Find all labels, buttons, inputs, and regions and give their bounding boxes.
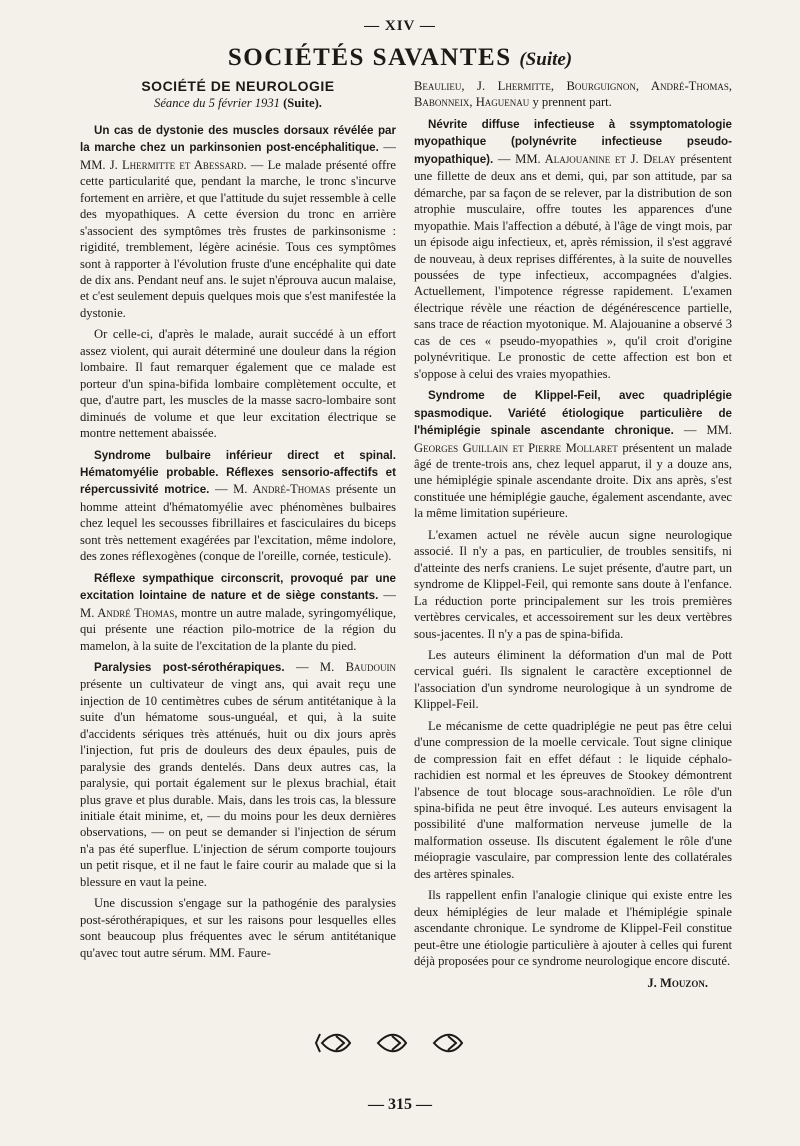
article-title: Syndrome de Klippel-Feil, avec quadriplégie spasmodique. Variété étiologique particulière de l'hémiplégie spinale ascendante chronique. [414, 389, 732, 438]
page-title-text: SOCIÉTÉS SAVANTES [227, 44, 512, 71]
article-authors: MM. Georges Guillain et Pierre Mollaret [414, 423, 732, 455]
page-title [0, 44, 800, 72]
session-suite: (Suite). [283, 96, 322, 111]
paragraph: Or celle-ci, d'après le malade, aurait succédé à un effort assez violent, qui aurait déterminé une douleur dans la région lombaire. Il faut remarquer également que ce malade est porteur d'un spina-bifida lombaire complètement occulte, et que, d'autre part, les muscles de la masse sacro-lombaire sont diminués de volume et que leur excitation électrique se montre nettement abaissée. [80, 327, 396, 441]
article-title: Paralysies post-sérothérapiques. [94, 660, 285, 674]
article-authors: MM. J. Lhermitte et Abessard. [80, 157, 247, 172]
article-text: montre un autre malade, syringomyélique, qui présente une réaction pilo-motrice de la région du mamelon, à la suite de l'excitation de la plante du pied. [80, 605, 396, 653]
page-title-suite: (Suite) [519, 49, 573, 70]
session-date-text: Séance du 5 février 1931 [154, 96, 280, 111]
left-column [80, 78, 396, 966]
page-roman-numeral: — XIV — [364, 18, 436, 34]
page-number: — 315 — [368, 1096, 432, 1113]
article-klippel-feil: Syndrome de Klippel-Feil, avec quadriplégie spasmodique. Variété étiologique particulière de l'hémiplégie spinale ascendante chronique. — MM. Georges Guillain et Pierre Mollaret présentent un malade âgé de trente-trois ans, chez lequel apparut, il y a douze ans, une hémiplégie spinale ascendante droite. Dix ans après, s'est constituée une hémiplégie gauche, également ascendante, avec la même limitation supérieure. [414, 389, 732, 521]
participant-names: Beaulieu, J. Lhermitte, Bourguignon, André-Thomas, Babonneix, Haguenau [414, 79, 732, 110]
paragraph: Ils rappellent enfin l'analogie clinique qui existe entre les deux hémiplégies de leur malade et l'hémiplégie spinale ascendante chronique. Le syndrome de Klippel-Feil constitue peut-être une étiologie particulière à ajouter à celles qui furent déjà proposées pour ce syndrome neurologique encore discuté. [414, 888, 732, 969]
article-reflexe-sympathique: Réflexe sympathique circonscrit, provoqué par une excitation lointaine de nature et de siège constants. — M. André Thomas, montre un autre malade, syringomyélique, qui présente une réaction pilo-motrice de la région du mamelon, à la suite de l'excitation de la plante du pied. [80, 571, 396, 653]
article-authors: M. Baudouin [319, 659, 397, 674]
article-text: présente un homme atteint d'hématomyélie avec phénomènes bulbaires chez lequel les secousses fibrillaires et fasciculaires du biceps sont très nettement exagérées par l'excitation, même indolore, des zones réflexogènes (conque de l'oreille, cornée, testicule). [80, 482, 397, 564]
article-nevrite: Névrite diffuse infectieuse à ssymptomatologie myopathique (polynévrite infectieuse pseudo-myopathique). — MM. Alajouanine et J. Delay présentent une fillette de deux ans et demi, qui, par son attitude, par sa démarche, par sa façon de se relever, par la distribution de son atrophie musculaire, offre toutes les apparences d'une myopathie. Mais l'affection a débuté, à l'âge de vingt mois, par un épisode aigu infectieux, et, après rémission, il s'est aggravé de nouveau, à deux reprises différentes, à la suite de nouvelles poussées de type infectieux, accompagnées d'algies. Actuellement, l'impotence régresse rapidement. L'examen électrique révèle une réaction de dégénérescence partielle, sans trace de réaction myotonique. M. Alajouanine a observé 3 cas de ces « pseudo-myopathies », qu'il croit d'origine polynévritique. Le pronostic de cette affection est bon et s'oppose à celui des vraies myopathies. [414, 117, 732, 381]
article-syndrome-bulbaire: Syndrome bulbaire inférieur direct et spinal. Hématomyélie probable. Réflexes sensorio-affectifs et répercussivité motrice. — M. André-Thomas présente un homme atteint d'hématomyélie avec phénomènes bulbaires chez lequel les secousses fibrillaires et fasciculaires du biceps sont très nettement exagérées par l'excitation, même indolore, des zones réflexogènes (conque de l'oreille, cornée, testicule). [80, 448, 397, 564]
paragraph: Les auteurs éliminent la déformation d'un mal de Pott cervical guéri. Ils signalent le caractère exceptionnel de l'association d'un syndrome neurologique à un syndrome de Klippel-Feil. [414, 647, 732, 712]
article-text: présentent un malade âgé de trente-trois ans, chez lequel apparut, il y a douze ans, une hémiplégie spinale ascendante droite. Dix ans après, s'est constituée une hémiplégie gauche, également ascendante, avec la même limitation supérieure. [414, 440, 732, 521]
article-title: Un cas de dystonie des muscles dorsaux révélée par la marche chez un parkinsonien post-encéphalitique. [80, 123, 396, 155]
article-paralysies: Paralysies post-sérothérapiques. — M. Baudouin présente un cultivateur de vingt ans, qui avait reçu une injection de 10 centimètres cubes de sérum antitétanique à la suite d'un hématome sous-unguéal, et qui, à la suite d'accidents sériques très atténués, huit ou dix jours après l'injection, fut pris de douleurs des deux épaules, puis de paralysie des grands dentelés. Dans deux autres cas, la paralysie, qui portait également sur le plexus brachial, était plus grave et plus durable. Mais, dans les trois cas, la blessure initiale était minime, et, — du moins pour les deux dernières observations, — on peut se demander si l'injection de sérum n'a pas été superflue. L'injection de sérum comporte toujours un petit risque, et il ne faut le faire courir au malade que si la blessure en vaut la peine. [80, 659, 397, 889]
signature: J. Mouzon. [647, 975, 708, 990]
article-text: y prennent part. [532, 95, 612, 110]
decorative-ornament-icon [300, 1026, 500, 1060]
society-title: SOCIÉTÉ DE NEUROLOGIE [141, 78, 335, 94]
article-paralysies-continued [414, 78, 732, 111]
article-text: présente un cultivateur de vingt ans, qui avait reçu une injection de 10 centimètres cubes de sérum antitétanique à la suite d'un hématome sous-unguéal, et qui, à la suite d'accidents sériques très atténués, huit ou dix jours après l'injection, fut pris de douleurs des deux épaules, puis de paralysie des grands dentelés. Dans deux autres cas, la paralysie, qui portait également sur le plexus brachial, était plus grave et plus durable. Mais, dans les trois cas, la blessure initiale était minime, et, — du moins pour les deux dernières observations, — on peut se demander si l'injection de sérum n'a pas été superflue. L'injection de sérum comporte toujours un petit risque, et il ne faut le faire courir au malade que si la blessure en vaut la peine. [80, 677, 396, 889]
article-dystonie: Un cas de dystonie des muscles dorsaux révélée par la marche chez un parkinsonien post-encéphalitique. — MM. J. Lhermitte et Abessard. — Le malade présenté offre cette particularité que, pendant la marche, le tronc s'incurve fortement en arrière, et que l'attitude du sujet ressemble à celle des myopathiques. A cette éversion du tronc en arrière s'associent des symptômes très frustes de parkinsonisme : rigidité, tremblement, légère acinésie. Tous ces symptômes sont à rapporter à l'évolution fruste d'une encéphalite qui date de dix ans. Pendant neuf ans. le sujet n'éprouva aucun malaise, et c'est seulement depuis quelques mois que s'est manifestée la dystonie. [80, 123, 397, 320]
session-date [80, 95, 396, 111]
paragraph: Le mécanisme de cette quadriplégie ne peut pas être celui d'une compression de la moelle cervicale. Tout signe clinique de compression fait en effet défaut : le liquide céphalo-rachidien est normal et les épreuves de Stookey démontrent l'absence de tout blocage sous-arachnoïdien. Le rôle d'un spina-bifida ne peut être invoqué. Les auteurs envisagent la possibilité d'une malformation nerveuse jumelle de la malformation osseuse. Ils discutent également le rôle d'une méiopragie vasculaire, par compression lente des collatérales des artères spinales. [414, 718, 732, 881]
article-text: présentent une fillette de deux ans et demi, qui, par son attitude, par sa démarche, par sa façon de se relever, par la distribution de son atrophie musculaire, offre toutes les apparences d'une myopathie. Mais l'affection a débuté, à l'âge de vingt mois, par un épisode aigu infectieux, et, après rémission, il s'est aggravé de nouveau, à deux reprises différentes, à la suite de nouvelles poussées de type infectieux, accompagnées d'algies. Actuellement, l'impotence régresse rapidement. L'examen électrique révèle une réaction de dégénérescence partielle, sans trace de réaction myotonique. M. Alajouanine a observé 3 cas de ces « pseudo-myopathies », qu'il croit d'origine polynévritique. Le pronostic de cette affection est bon et s'oppose à celui des vraies myopathies. [414, 151, 732, 381]
article-text: Le malade présenté offre cette particularité que, pendant la marche, le tronc s'incurve fortement en arrière, et que l'attitude du sujet ressemble à celle des myopathiques. A cette éversion du tronc en arrière s'associent des symptômes très frustes de parkinsonisme : rigidité, tremblement, légère acinésie. Tous ces symptômes sont à rapporter à l'évolution fruste d'une encéphalite qui date de dix ans. Pendant neuf ans. le sujet n'éprouva aucun malaise, et c'est seulement depuis quelques mois que s'est manifestée la dystonie. [80, 157, 397, 320]
article-title: Réflexe sympathique circonscrit, provoqué par une excitation lointaine de nature et de siège constants. [80, 571, 396, 603]
article-authors: M. André-Thomas [233, 482, 331, 497]
right-column [414, 78, 732, 991]
paragraph: L'examen actuel ne révèle aucun signe neurologique associé. Il n'y a pas, en particulier, de troubles sensitifs, ni d'atteinte des nerfs craniens. Le sujet présente, d'autre part, un syndrome de Klippel-Feil, qui remonte sans doute à l'enfance. La réduction porte principalement sur les trois premières vertèbres cervicales, et accessoirement sur les deux vertèbres sous-jacentes. Il n'y a pas de spina-bifida. [414, 527, 732, 641]
article-title: Névrite diffuse infectieuse à ssymptomatologie myopathique (polynévrite infectieuse pseudo-myopathique). [414, 117, 732, 166]
paragraph: Une discussion s'engage sur la pathogénie des paralysies post-sérothérapiques, et sur les raisons pour lesquelles elles sont beaucoup plus fréquentes avec le sérum antitétanique qu'avec tout autre sérum. MM. Faure- [80, 896, 396, 960]
article-authors: M. André Thomas, [80, 605, 178, 620]
article-authors: MM. Alajouanine et J. Delay [515, 151, 676, 166]
article-title: Syndrome bulbaire inférieur direct et spinal. Hématomyélie probable. Réflexes sensorio-affectifs et répercussivité motrice. [80, 448, 396, 497]
